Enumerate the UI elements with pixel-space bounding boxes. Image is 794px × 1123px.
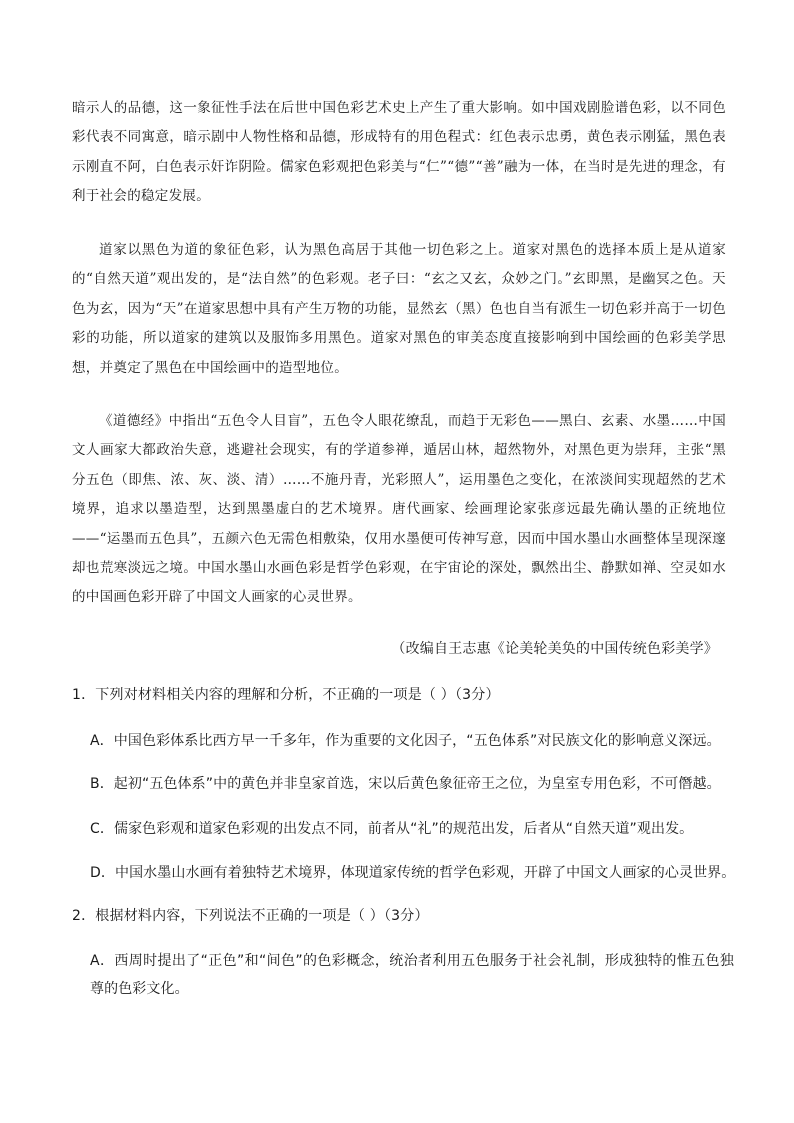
question-1-stem: 1．下列对材料相关内容的理解和分析，不正确的一项是（ ）（3分）	[72, 687, 500, 703]
passage-paragraph-2: 道家以黑色为道的象征色彩，认为黑色高居于其他一切色彩之上。道家对黑色的选择本质上是从道家的“自然天道”观出发的，是“法自然”的色彩观。老子曰：“玄之又玄，众妙之门。”玄即黑，是幽冥之色。天色为玄，因为“天”在道家思想中具有产生万物的功能，显然玄（黑）色也自当有派生一切色彩并高于一切色彩的功能，所以道家的建筑以及服饰多用黑色。道家对黑色的审美态度直接影响到中国绘画的色彩美学思想，并奠定了黑色在中国绘画中的造型地位。	[72, 242, 726, 376]
question-1-option-b: B．起初“五色体系”中的黄色并非皇家首选，宋以后黄色象征帝王之位，为皇室专用色彩，不可僭越。	[90, 776, 721, 792]
question-2-option-a: A．西周时提出了“正色”和“间色”的色彩概念，统治者利用五色服务于社会礼制，形成独特的惟五色独尊的色彩文化。	[90, 953, 734, 997]
question-2-stem: 2．根据材料内容，下列说法不正确的一项是（ ）（3分）	[72, 908, 429, 924]
question-1-option-d: D．中国水墨山水画有着独特艺术境界，体现道家传统的哲学色彩观，开辟了中国文人画家的心灵世界。	[90, 865, 736, 881]
passage-paragraph-1: 暗示人的品德，这一象征性手法在后世中国色彩艺术史上产生了重大影响。如中国戏剧脸谱色彩，以不同色彩代表不同寓意，暗示剧中人物性格和品德，形成特有的用色程式：红色表示忠勇，黄色表示刚猛，黑色表示刚直不阿，白色表示奸诈阴险。儒家色彩观把色彩美与“仁”“德”“善”融为一体，在当时是先进的理念，有利于社会的稳定发展。	[72, 100, 726, 205]
question-1-option-c: C．儒家色彩观和道家色彩观的出发点不同，前者从“礼”的规范出发，后者从“自然天道”观出发。	[90, 821, 694, 837]
passage-paragraph-3: 《道德经》中指出“五色令人目盲”，五色令人眼花缭乱，而趋于无彩色——黑白、玄素、水墨……中国文人画家大都政治失意，逃避社会现实，有的学道参禅，遁居山林，超然物外，对黑色更为崇拜，主张“黑分五色（即焦、浓、灰、淡、清）……不施丹青，光彩照人”，运用墨色之变化，在浓淡间实现超然的艺术境界，追求以墨造型，达到黑墨虚白的艺术境界。唐代画家、绘画理论家张彦远最先确认墨的正统地位——“运墨而五色具”，五颜六色无需色相敷染，仅用水墨便可传神写意，因而中国水墨山水画整体呈现深邃却也荒寒淡远之境。中国水墨山水画色彩是哲学色彩观，在宇宙论的深处，飘然出尘、静默如禅、空灵如水的中国画色彩开辟了中国文人画家的心灵世界。	[72, 413, 726, 606]
question-1-option-a: A．中国色彩体系比西方早一千多年，作为重要的文化因子，“五色体系”对民族文化的影响意义深远。	[90, 733, 721, 749]
passage-source-citation: （改编自王志惠《论美轮美奂的中国传统色彩美学》	[391, 641, 718, 657]
